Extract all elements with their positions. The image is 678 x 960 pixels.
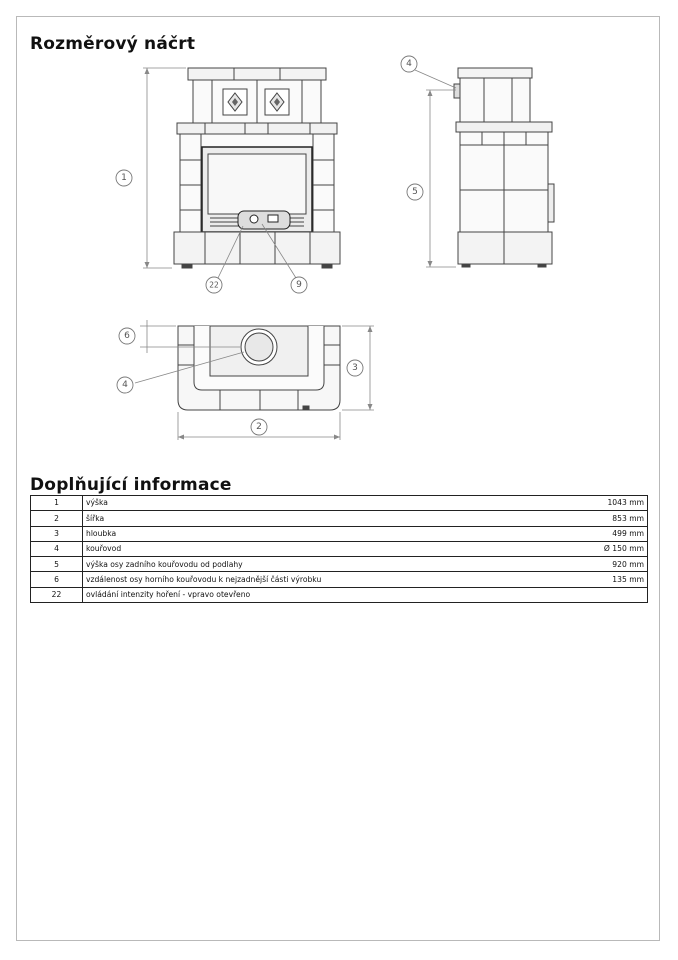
table-row <box>31 572 648 587</box>
callout-9: 9 <box>296 280 302 290</box>
callout-5: 5 <box>412 187 418 197</box>
row-label: ovládání intenzity hoření - vpravo otevřeno <box>83 587 648 602</box>
dimension-drawing <box>0 0 678 470</box>
callout-6: 6 <box>124 331 130 341</box>
row-number: 2 <box>31 511 83 526</box>
table-row <box>31 557 648 572</box>
row-value: Ø 150 mm <box>561 541 648 556</box>
row-value: 135 mm <box>561 572 648 587</box>
callout-2: 2 <box>256 422 262 432</box>
row-label: šířka <box>83 511 562 526</box>
row-number: 5 <box>31 557 83 572</box>
row-number: 1 <box>31 496 83 511</box>
callout-1: 1 <box>121 173 127 183</box>
table-row <box>31 587 648 602</box>
row-value: 499 mm <box>561 526 648 541</box>
row-value: 853 mm <box>561 511 648 526</box>
row-label: hloubka <box>83 526 562 541</box>
row-number: 22 <box>31 587 83 602</box>
front-view <box>143 68 340 278</box>
callout-3: 3 <box>352 363 358 373</box>
callout-4-top: 4 <box>122 380 128 390</box>
row-number: 3 <box>31 526 83 541</box>
table-row <box>31 511 648 526</box>
section-title-additional-info: Doplňující informace <box>30 475 232 495</box>
table-row <box>31 526 648 541</box>
row-label: vzdálenost osy horního kouřovodu k nejzadnější části výrobku <box>83 572 562 587</box>
row-label: kouřovod <box>83 541 562 556</box>
row-value: 920 mm <box>561 557 648 572</box>
row-label: výška osy zadního kouřovodu od podlahy <box>83 557 562 572</box>
row-label: výška <box>83 496 562 511</box>
callout-22: 22 <box>209 280 219 290</box>
row-value: 1043 mm <box>561 496 648 511</box>
row-number: 4 <box>31 541 83 556</box>
side-view <box>415 68 554 267</box>
callout-4-side: 4 <box>406 59 412 69</box>
table-row <box>31 541 648 556</box>
row-number: 6 <box>31 572 83 587</box>
info-table <box>30 495 648 603</box>
table-row <box>31 496 648 511</box>
section-title-dimension-sketch: Rozměrový náčrt <box>30 34 196 54</box>
